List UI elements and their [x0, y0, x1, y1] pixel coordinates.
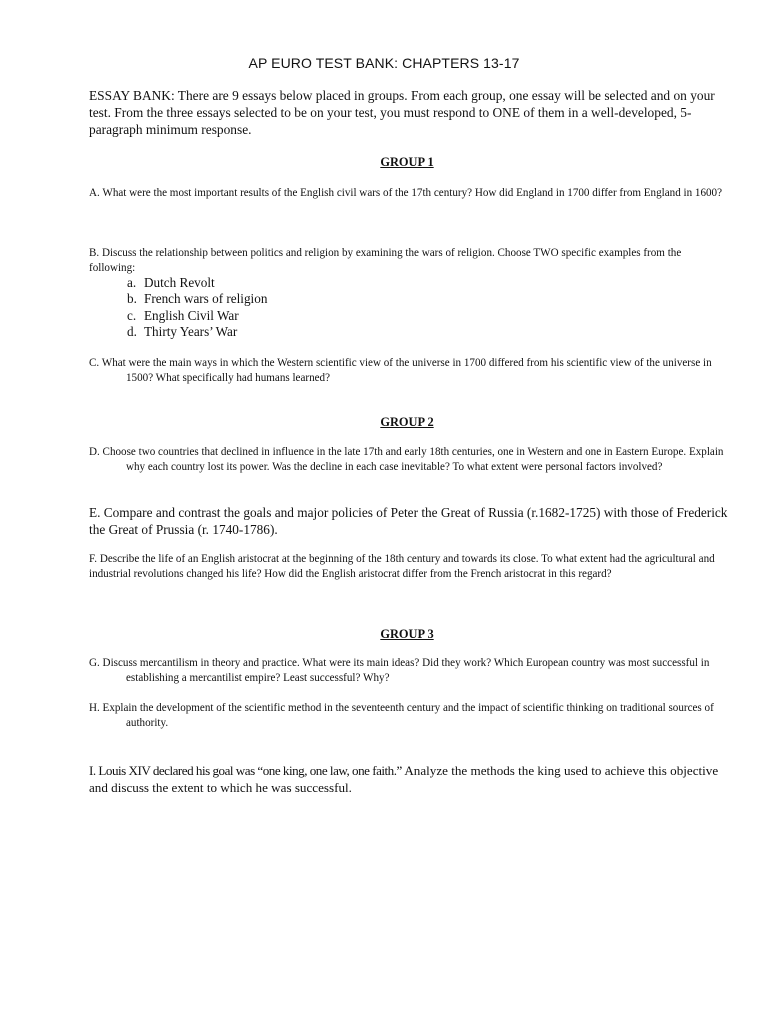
option-label: Dutch Revolt — [144, 275, 215, 290]
option-label: French wars of religion — [144, 291, 268, 307]
option-item — [127, 324, 267, 340]
question-h: H. Explain the development of the scientific method in the seventeenth century and the impact of scientific thinking on traditional sources of authority. — [89, 702, 714, 729]
option-letter: d. — [127, 323, 137, 339]
option-item — [127, 308, 267, 324]
question-i-suffix: Analyze the methods the king used to achieve this objective and discuss the extent to which he was successful. — [89, 763, 719, 795]
document-title: AP EURO TEST BANK: CHAPTERS 13-17 — [248, 55, 520, 71]
question-b-options — [127, 275, 267, 340]
option-letter: a. — [127, 275, 137, 290]
question-i — [89, 762, 729, 796]
question-e: E. Compare and contrast the goals and major policies of Peter the Great of Russia (r.1682-1725) with those of Frederick the Great of Prussia (r. 1740-1786). — [89, 505, 728, 537]
question-i-prefix: I. Louis XIV declared his goal was “one king, one law, one faith.” — [89, 763, 402, 778]
option-letter: b. — [127, 291, 137, 307]
group-1-heading: GROUP 1 — [380, 155, 434, 169]
option-item — [127, 291, 267, 307]
question-g: G. Discuss mercantilism in theory and practice. What were its main ideas? Did they work? Which European country was most successful in establishing a mercantilist empire? Least successful? Why? — [89, 657, 710, 684]
option-label: English Civil War — [144, 307, 239, 323]
option-label: Thirty Years’ War — [144, 323, 238, 339]
group-2-heading: GROUP 2 — [380, 415, 434, 429]
question-a: A. What were the most important results of the English civil wars of the 17th century? How did England in 1700 differ from England in 1600? — [89, 187, 723, 199]
question-c: C. What were the main ways in which the Western scientific view of the universe in 1700 differed from his scientific view of the universe in 1500? What specifically had humans learned? — [89, 357, 712, 384]
question-f: F. Describe the life of an English aristocrat at the beginning of the 18th century and towards its close. To what extent had the agricultural and industrial revolutions changed his life? How did the English aristocrat differ from the French aristocrat in this regard? — [89, 553, 715, 580]
question-b: B. Discuss the relationship between politics and religion by examining the wars of religion. Choose TWO specific examples from the following: — [89, 247, 682, 274]
option-letter: c. — [127, 307, 137, 323]
essay-bank-intro: ESSAY BANK: There are 9 essays below placed in groups. From each group, one essay will be selected and on your test. From the three essays selected to be on your test, you must respond to ONE of them in a well-developed, 5-paragraph minimum response. — [89, 88, 715, 137]
option-item — [127, 275, 267, 291]
group-3-heading: GROUP 3 — [380, 627, 434, 641]
question-d: D. Choose two countries that declined in influence in the late 17th and early 18th centuries, one in Western and one in Eastern Europe. Explain why each country lost its power. Was the decline in each case inevitable? To what extent were personal factors involved? — [89, 446, 724, 473]
